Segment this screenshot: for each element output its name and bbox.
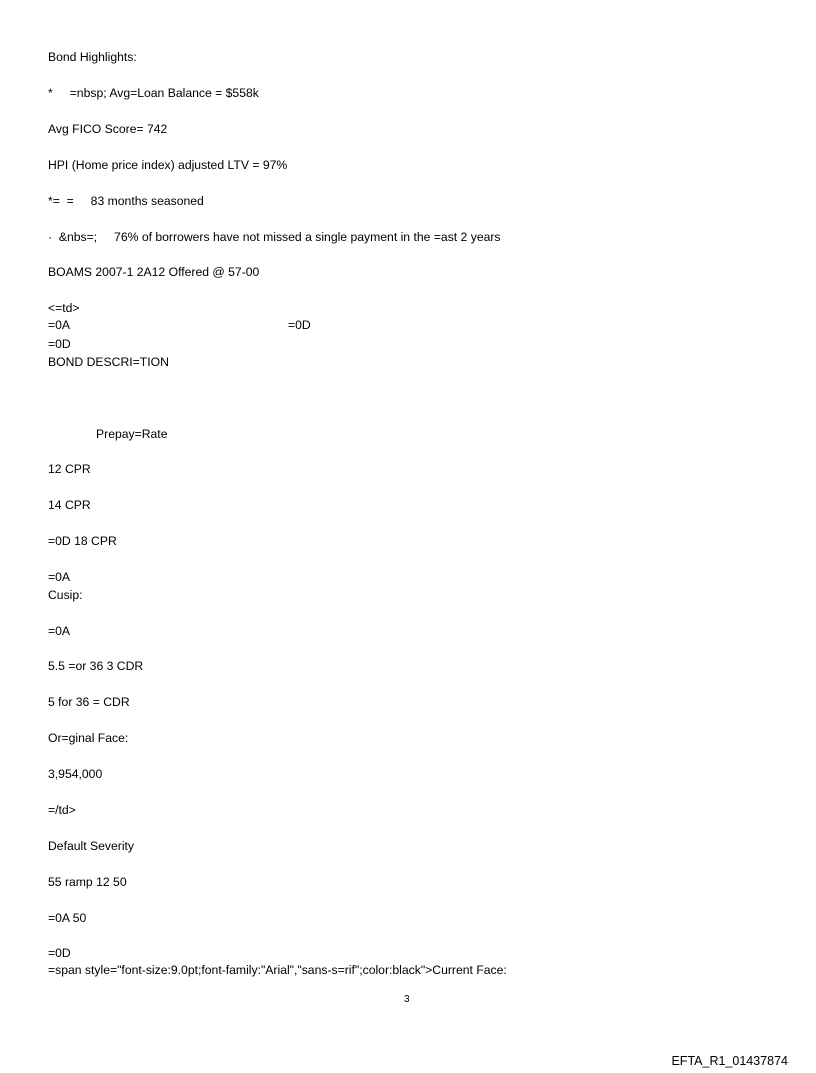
default-severity-label: Default Severity: [48, 839, 135, 853]
page-number: 3: [404, 994, 410, 1005]
bond-description-heading: BOND DESCRI=TION: [48, 355, 169, 369]
bond-highlights-heading: Bond Highlights:: [48, 50, 137, 64]
td-close-line: =/td>: [48, 803, 76, 817]
hpi-ltv-line: HPI (Home price index) adjusted LTV = 97%: [48, 158, 288, 172]
avg-loan-balance-line: * =nbsp; Avg=Loan Balance = $558k: [48, 86, 259, 100]
cpr-12-line: 12 CPR: [48, 462, 91, 476]
encoded-0d-line-2: =0D: [48, 946, 71, 960]
document-id-footer: EFTA_R1_01437874: [671, 1054, 788, 1068]
encoded-0a-line-3: =0A: [48, 624, 71, 638]
encoded-0d-tab: =0D: [288, 318, 311, 332]
avg-fico-line: Avg FICO Score= 742: [48, 122, 168, 136]
current-face-span-line: =span style="font-size:9.0pt;font-family:"Arial","sans-s=rif";color:black">Current Face:: [48, 963, 507, 977]
encoded-0d-line: =0D: [48, 337, 71, 351]
encoded-0a-line: =0A: [48, 318, 71, 332]
encoded-0a-line-2: =0A: [48, 570, 71, 584]
prepay-rate-label: Prepay=Rate: [96, 427, 168, 441]
cpr-14-line: 14 CPR: [48, 498, 91, 512]
original-face-label: Or=ginal Face:: [48, 731, 129, 745]
td-open-line: <=td>: [48, 301, 80, 315]
cdr-5-5-line: 5.5 =or 36 3 CDR: [48, 659, 144, 673]
borrowers-missed-line: · &nbs=; 76% of borrowers have not missed a single payment in the =ast 2 years: [48, 230, 501, 244]
cusip-label: Cusip:: [48, 588, 83, 602]
ramp-line: 55 ramp 12 50: [48, 875, 127, 889]
months-seasoned-line: *= = 83 months seasoned: [48, 194, 204, 208]
cpr-18-line: =0D 18 CPR: [48, 534, 117, 548]
boams-offered-line: BOAMS 2007-1 2A12 Offered @ 57-00: [48, 265, 260, 279]
encoded-0a-50-line: =0A 50: [48, 911, 87, 925]
original-face-value: 3,954,000: [48, 767, 103, 781]
cdr-5-line: 5 for 36 = CDR: [48, 695, 130, 709]
